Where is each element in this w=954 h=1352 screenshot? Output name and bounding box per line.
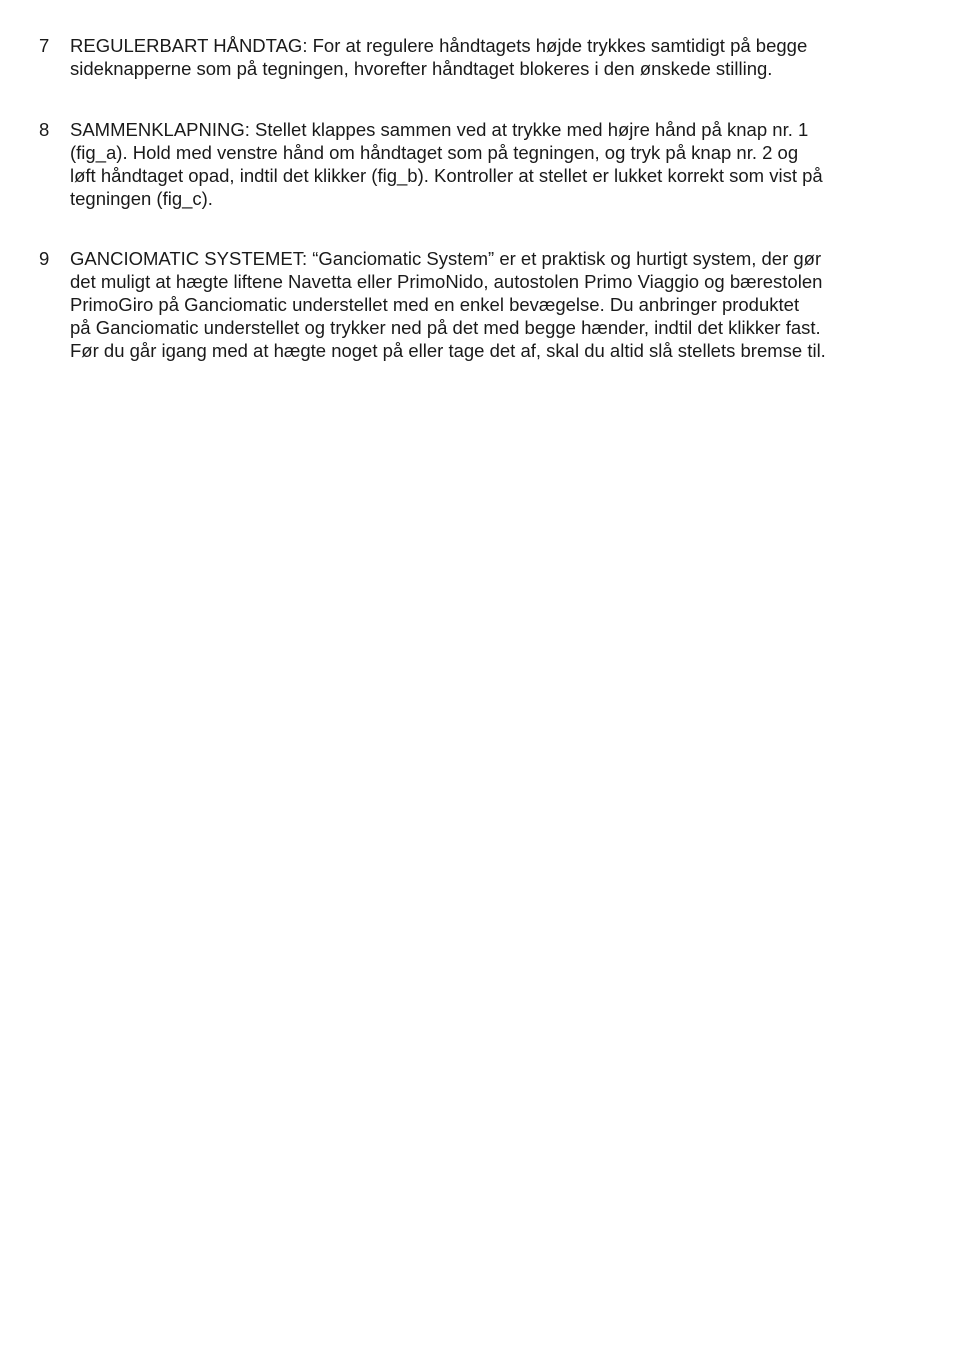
text-line: (fig_a). Hold med venstre hånd om håndtaget som på tegningen, og tryk på knap nr. 2 og bbox=[70, 142, 799, 163]
item-number: 8 bbox=[39, 119, 50, 140]
text-line: PrimoGiro på Ganciomatic understellet med en enkel bevægelse. Du anbringer produktet bbox=[70, 294, 800, 315]
item-number: 9 bbox=[39, 248, 50, 269]
item-number: 7 bbox=[39, 35, 50, 56]
text-line: SAMMENKLAPNING: Stellet klappes sammen ved at trykke med højre hånd på knap nr. 1 bbox=[70, 119, 809, 140]
text-line: REGULERBART HÅNDTAG: For at regulere håndtagets højde trykkes samtidigt på begge bbox=[70, 35, 808, 56]
text-line: det muligt at hægte liftene Navetta eller PrimoNido, autostolen Primo Viaggio og bærestolen bbox=[70, 271, 823, 292]
text-line: løft håndtaget opad, indtil det klikker (fig_b). Kontroller at stellet er lukket korrekt som vist på bbox=[70, 165, 823, 186]
text-line: tegningen (fig_c). bbox=[70, 188, 213, 209]
item-text bbox=[70, 247, 932, 362]
item-text bbox=[70, 34, 932, 80]
text-line: GANCIOMATIC SYSTEMET: “Ganciomatic System” er et praktisk og hurtigt system, der gør bbox=[70, 248, 822, 269]
text-line: Før du går igang med at hægte noget på eller tage det af, skal du altid slå stellets bremse til. bbox=[70, 340, 826, 361]
item-text bbox=[70, 118, 932, 210]
text-line: sideknapperne som på tegningen, hvorefter håndtaget blokeres i den ønskede stilling. bbox=[70, 58, 773, 79]
text-line: på Ganciomatic understellet og trykker ned på det med begge hænder, indtil det klikker fast. bbox=[70, 317, 821, 338]
